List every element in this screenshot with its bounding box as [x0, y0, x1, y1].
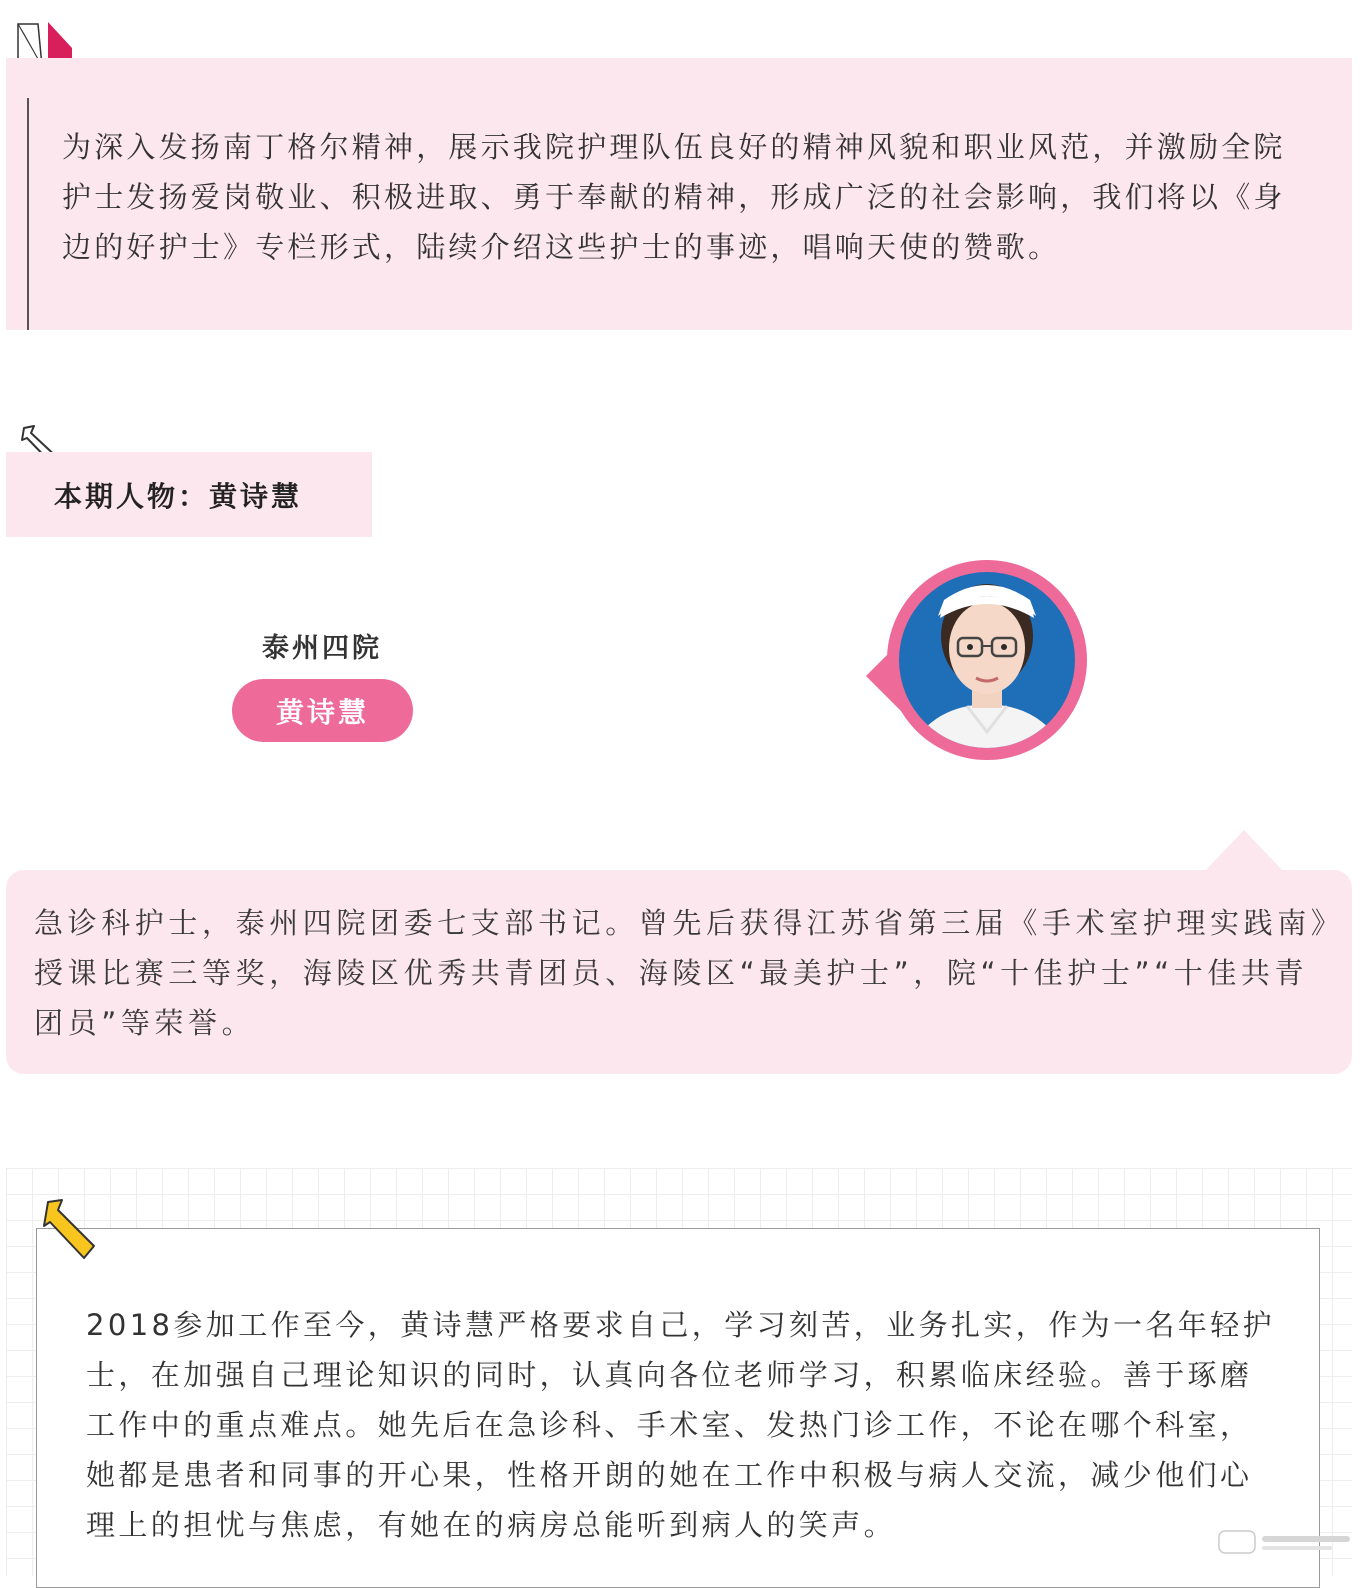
bio-paragraph: 急诊科护士，泰州四院团委七支部书记。曾先后获得江苏省第三届《手术室护理实践南》授课比赛三等奖，海陵区优秀共青团员、海陵区“最美护士”，院“十佳护士”“十佳共青团员”等荣誉。	[34, 906, 1330, 1040]
yellow-cursor-arrow-icon	[40, 1196, 100, 1264]
intro-paragraph: 为深入发扬南丁格尔精神，展示我院护理队伍良好的精神风貌和职业风范，并激励全院护士发扬爱岗敬业、积极进取、勇于奉献的精神，形成广泛的社会影响，我们将以《身边的好护士》专栏形式，陆续介绍这些护士的事迹，唱响天使的赞歌。	[62, 130, 1286, 264]
nurse-portrait	[862, 556, 1092, 768]
person-tag-label: 本期人物：黄诗慧	[54, 480, 303, 513]
intro-accent-line	[27, 98, 29, 330]
name-badge: 黄诗慧	[232, 679, 413, 742]
bio-notch-shape	[1204, 830, 1284, 872]
story-paragraph: 2018参加工作至今，黄诗慧严格要求自己，学习刻苦，业务扎实，作为一名年轻护士，在加强自己理论知识的同时，认真向各位老师学习，积累临床经验。善于琢磨工作中的重点难点。她先后在急诊科、手术室、发热门诊工作，不论在哪个科室，她都是患者和同事的开心果，性格开朗的她在工作中积极与病人交流，减少他们心理上的担忧与焦虑，有她在的病房总能听到病人的笑声。	[86, 1308, 1276, 1542]
watermark-logo	[1218, 1527, 1358, 1557]
hospital-name: 泰州四院	[262, 633, 382, 664]
